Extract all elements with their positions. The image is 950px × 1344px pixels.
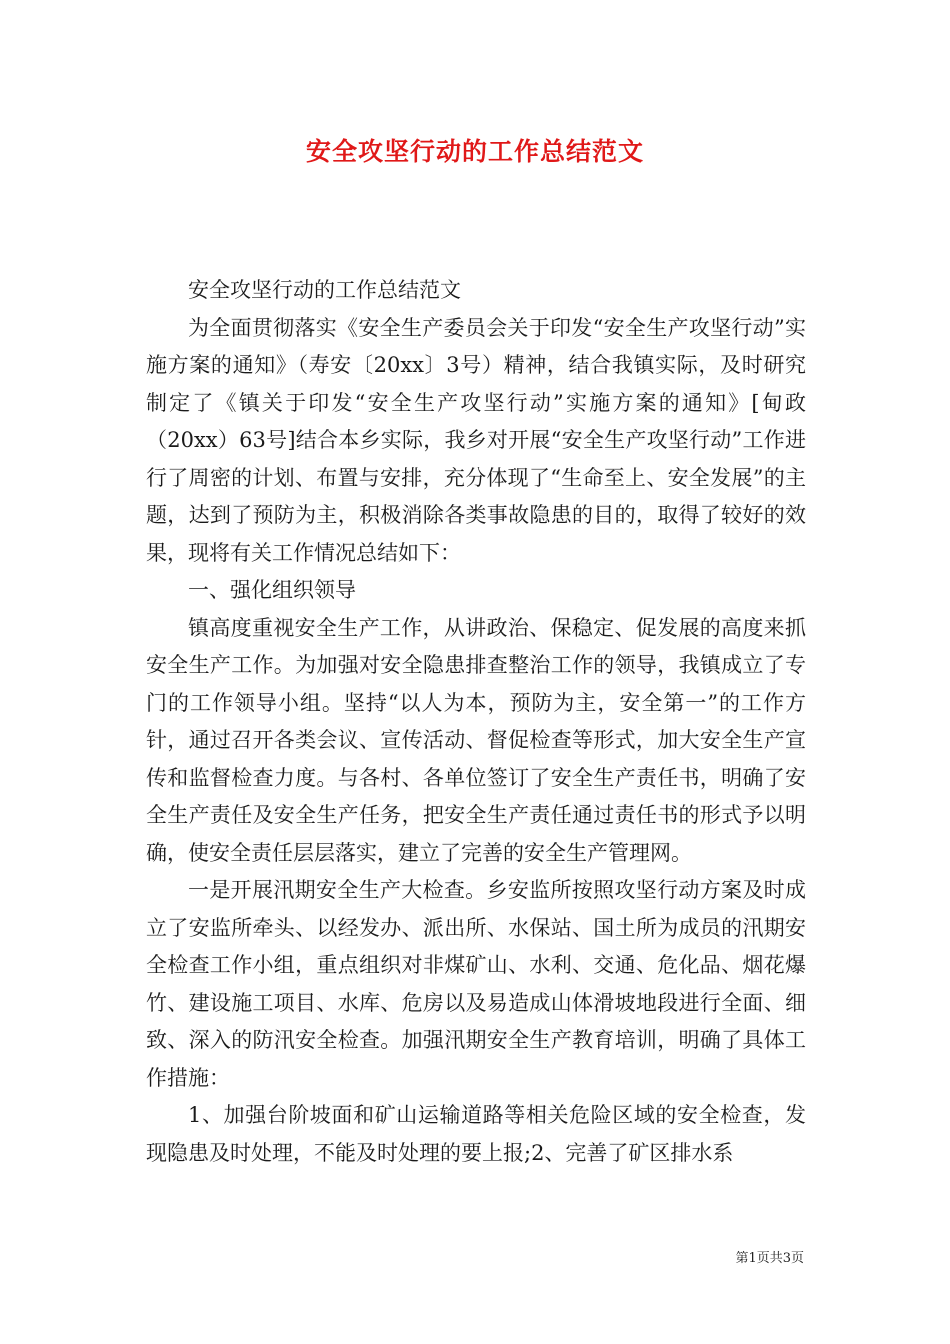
section-heading-organization: 一、强化组织领导 (188, 578, 356, 602)
flood-inspection-paragraph: 一是开展汛期安全生产大检查。乡安监所按照攻坚行动方案及时成立了安监所牵头、以经发办、派出所、水保站、国土所为成员的汛期安全检查工作小组，重点组织对非煤矿山、水利、交通、危化品、烟花爆竹、建设施工项目、水库、危房以及易造成山体滑坡地段进行全面、细致、深入的防汛安全检查。加强汛期安全生产教育培训，明确了具体工作措施： (146, 878, 806, 1090)
body-subtitle: 安全攻坚行动的工作总结范文 (188, 278, 461, 302)
document-title: 安全攻坚行动的工作总结范文 (305, 137, 644, 166)
page-number: 第1页共3页 (735, 1251, 804, 1266)
intro-paragraph: 为全面贯彻落实《安全生产委员会关于印发“安全生产攻坚行动”实施方案的通知》（寿安〔20xx〕3号）精神，结合我镇实际，及时研究制定了《镇关于印发“安全生产攻坚行动”实施方案的通知》[甸政（20xx）63号]结合本乡实际，我乡对开展“安全生产攻坚行动”工作进行了周密的计划、布置与安排，充分体现了“生命至上、安全发展”的主题，达到了预防为主，积极消除各类事故隐患的目的，取得了较好的效果，现将有关工作情况总结如下： (146, 315, 806, 565)
document-body (146, 272, 806, 1172)
organization-paragraph: 镇高度重视安全生产工作，从讲政治、保稳定、促发展的高度来抓安全生产工作。为加强对安全隐患排查整治工作的领导，我镇成立了专门的工作领导小组。坚持“以人为本，预防为主，安全第一”的工作方针，通过召开各类会议、宣传活动、督促检查等形式，加大安全生产宣传和监督检查力度。与各村、各单位签订了安全生产责任书，明确了安全生产责任及安全生产任务，把安全生产责任通过责任书的形式予以明确，使安全责任层层落实，建立了完善的安全生产管理网。 (146, 615, 806, 865)
measures-paragraph: 1、加强台阶坡面和矿山运输道路等相关危险区域的安全检查，发现隐患及时处理，不能及时处理的要上报;2、完善了矿区排水系 (146, 1103, 806, 1165)
